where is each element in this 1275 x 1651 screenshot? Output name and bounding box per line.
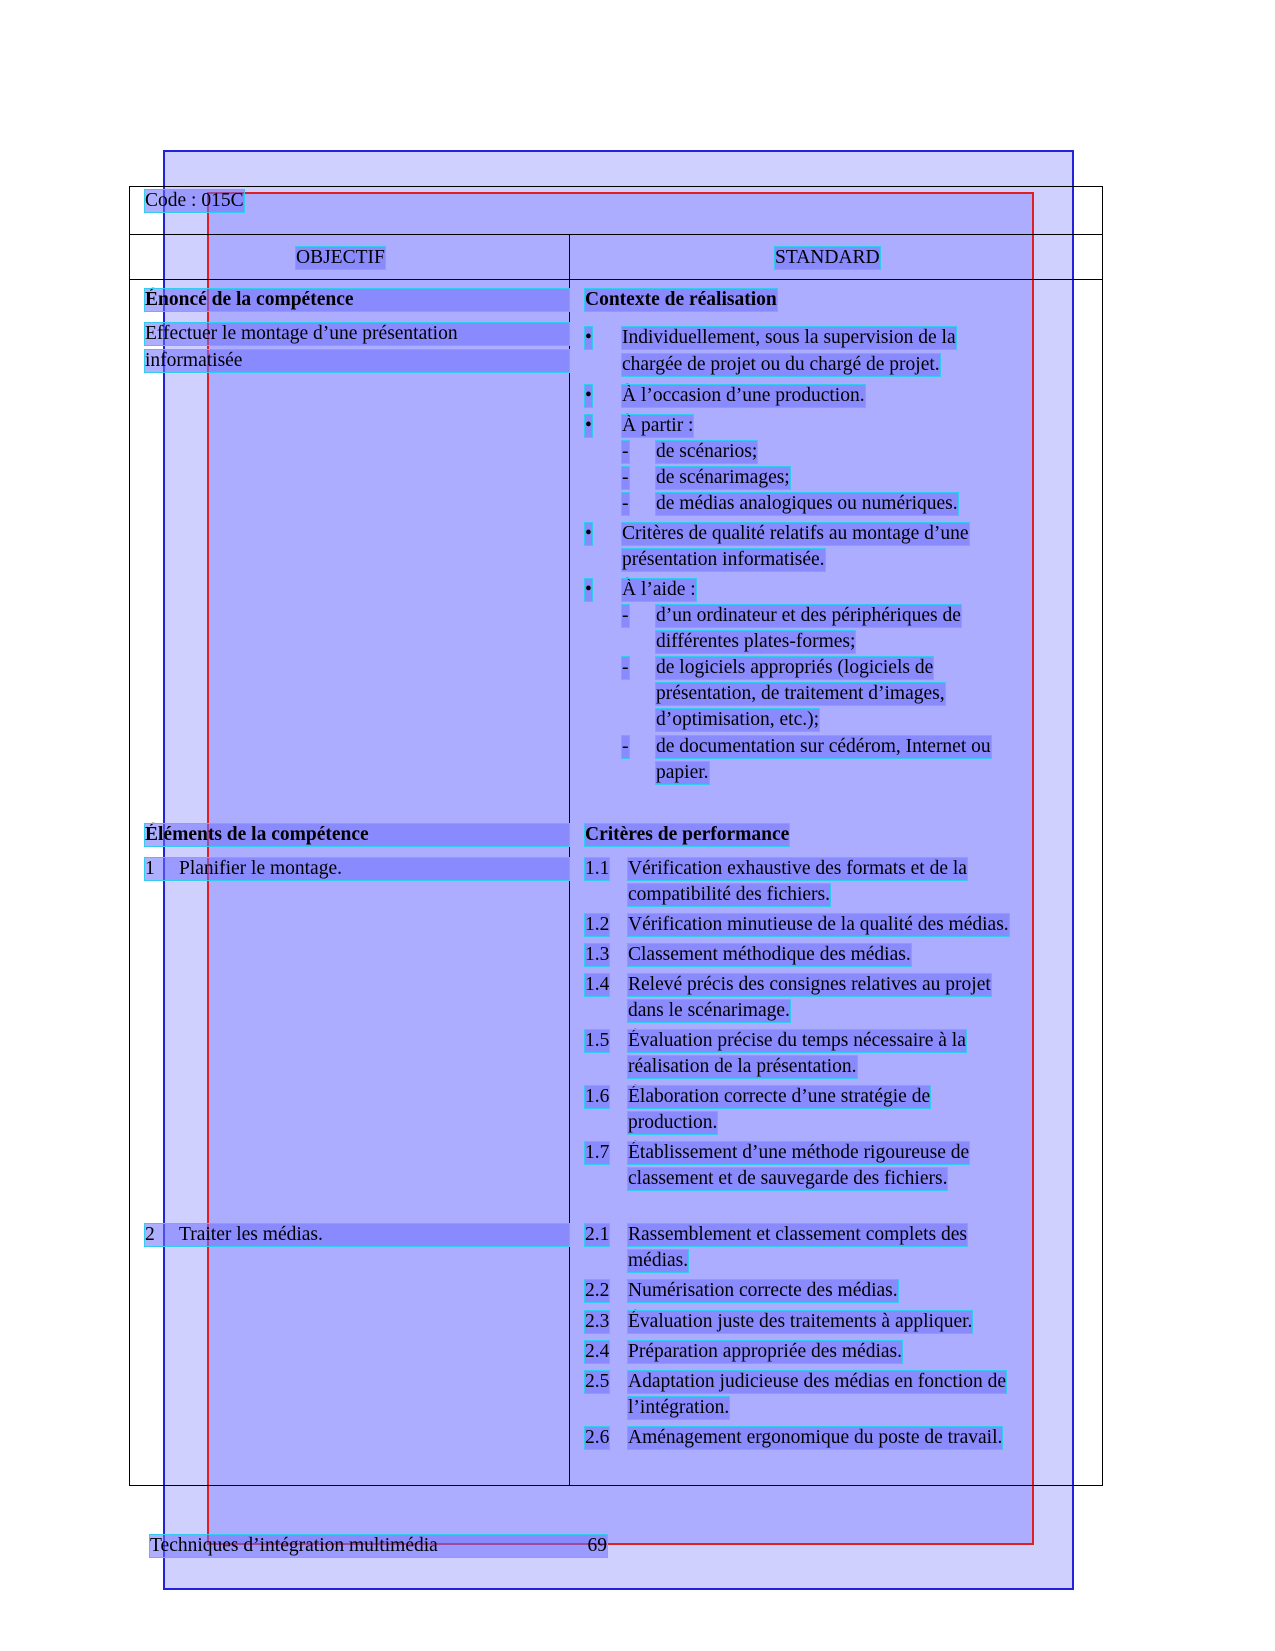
criterion-number: 2.1 xyxy=(585,1224,610,1245)
criterion-number: 2.2 xyxy=(585,1280,610,1301)
element-number: 2 xyxy=(145,1224,155,1245)
contexte-subline: de documentation sur cédérom, Internet ou xyxy=(656,736,991,757)
header-column-divider xyxy=(569,234,570,279)
column-divider-bottom xyxy=(569,651,570,1486)
contexte-line: chargée de projet ou du chargé de projet. xyxy=(622,354,940,375)
contexte-subline: différentes plates-formes; xyxy=(656,631,856,652)
dash-marker: - xyxy=(622,441,629,462)
page-footer xyxy=(150,1535,607,1557)
contexte-subline: d’optimisation, etc.); xyxy=(656,709,820,730)
code-row-divider xyxy=(129,234,1103,235)
criterion-number: 1.7 xyxy=(585,1142,610,1163)
bullet-marker: • xyxy=(585,523,592,544)
code-label: Code : xyxy=(145,190,197,211)
footer-program: Techniques d’intégration multimédia xyxy=(150,1535,438,1556)
criterion-number: 2.3 xyxy=(585,1311,610,1332)
contexte-line: À l’occasion d’une production. xyxy=(622,385,865,406)
criterion-line: classement et de sauvegarde des fichiers. xyxy=(628,1168,948,1189)
criterion-line: Rassemblement et classement complets des xyxy=(628,1224,967,1245)
criterion-number: 2.6 xyxy=(585,1427,610,1448)
dash-marker: - xyxy=(622,605,629,626)
contexte-line: Individuellement, sous la supervision de la xyxy=(622,327,956,348)
criterion-line: l’intégration. xyxy=(628,1397,730,1418)
contexte-title: Contexte de réalisation xyxy=(585,289,777,310)
dash-marker: - xyxy=(622,657,629,678)
criterion-number: 1.4 xyxy=(585,974,610,995)
criterion-line: médias. xyxy=(628,1250,689,1271)
criterion-line: Vérification exhaustive des formats et de la xyxy=(628,858,967,879)
criterion-number: 1.3 xyxy=(585,944,610,965)
standard-header: STANDARD xyxy=(775,247,880,268)
contexte-line: présentation informatisée. xyxy=(622,549,825,570)
criterion-line: Aménagement ergonomique du poste de travail. xyxy=(628,1427,1003,1448)
criterion-line: réalisation de la présentation. xyxy=(628,1056,857,1077)
footer-page-number: 69 xyxy=(587,1535,607,1556)
contexte-line: Critères de qualité relatifs au montage d’une xyxy=(622,523,969,544)
code-value: 015C xyxy=(201,190,244,211)
dash-marker: - xyxy=(622,736,629,757)
element-label: Traiter les médias. xyxy=(179,1224,323,1245)
criterion-line: dans le scénarimage. xyxy=(628,1000,790,1021)
element-row xyxy=(145,1224,569,1246)
criterion-line: Évaluation précise du temps nécessaire à la xyxy=(628,1030,966,1051)
criterion-line: compatibilité des fichiers. xyxy=(628,884,830,905)
criterion-line: Élaboration correcte d’une stratégie de xyxy=(628,1086,931,1107)
contexte-subline: de scénarios; xyxy=(656,441,758,462)
contexte-subline: papier. xyxy=(656,762,709,783)
bullet-marker: • xyxy=(585,415,592,436)
criterion-line: Établissement d’une méthode rigoureuse de xyxy=(628,1142,970,1163)
contexte-line: À partir : xyxy=(622,415,694,436)
criterion-line: Adaptation judicieuse des médias en fonction de xyxy=(628,1371,1006,1392)
criterion-number: 2.4 xyxy=(585,1341,610,1362)
element-number: 1 xyxy=(145,858,155,879)
criterion-number: 1.5 xyxy=(585,1030,610,1051)
elements-title: Éléments de la compétence xyxy=(145,824,569,846)
criterion-number: 2.5 xyxy=(585,1371,610,1392)
criterion-number: 1.2 xyxy=(585,914,610,935)
criterion-number: 1.1 xyxy=(585,858,610,879)
criterion-line: Relevé précis des consignes relatives au projet xyxy=(628,974,991,995)
objective-header: OBJECTIF xyxy=(296,247,385,268)
criterion-line: Classement méthodique des médias. xyxy=(628,944,911,965)
dash-marker: - xyxy=(622,467,629,488)
contexte-line: À l’aide : xyxy=(622,579,696,600)
criterion-line: Préparation appropriée des médias. xyxy=(628,1341,902,1362)
header-row-divider xyxy=(129,279,1103,280)
contexte-subline: d’un ordinateur et des périphériques de xyxy=(656,605,961,626)
contexte-subline: présentation, de traitement d’images, xyxy=(656,683,945,704)
enonce-line: Effectuer le montage d’une présentation xyxy=(145,323,569,345)
criterion-line: Numérisation correcte des médias. xyxy=(628,1280,898,1301)
enonce-title: Énoncé de la compétence xyxy=(145,289,569,311)
contexte-subline: de médias analogiques ou numériques. xyxy=(656,493,958,514)
criterion-line: Vérification minutieuse de la qualité des médias. xyxy=(628,914,1009,935)
bullet-marker: • xyxy=(585,579,592,600)
bullet-marker: • xyxy=(585,385,592,406)
element-label: Planifier le montage. xyxy=(179,858,342,879)
criterion-number: 1.6 xyxy=(585,1086,610,1107)
contexte-subline: de logiciels appropriés (logiciels de xyxy=(656,657,934,678)
code-row xyxy=(145,190,244,212)
column-divider-top xyxy=(569,279,570,651)
element-row xyxy=(145,858,569,880)
contexte-subline: de scénarimages; xyxy=(656,467,790,488)
dash-marker: - xyxy=(622,493,629,514)
enonce-line: informatisée xyxy=(145,350,569,372)
bullet-marker: • xyxy=(585,327,592,348)
criterion-line: Évaluation juste des traitements à appliquer. xyxy=(628,1311,973,1332)
criteres-title: Critères de performance xyxy=(585,824,790,845)
criterion-line: production. xyxy=(628,1112,718,1133)
